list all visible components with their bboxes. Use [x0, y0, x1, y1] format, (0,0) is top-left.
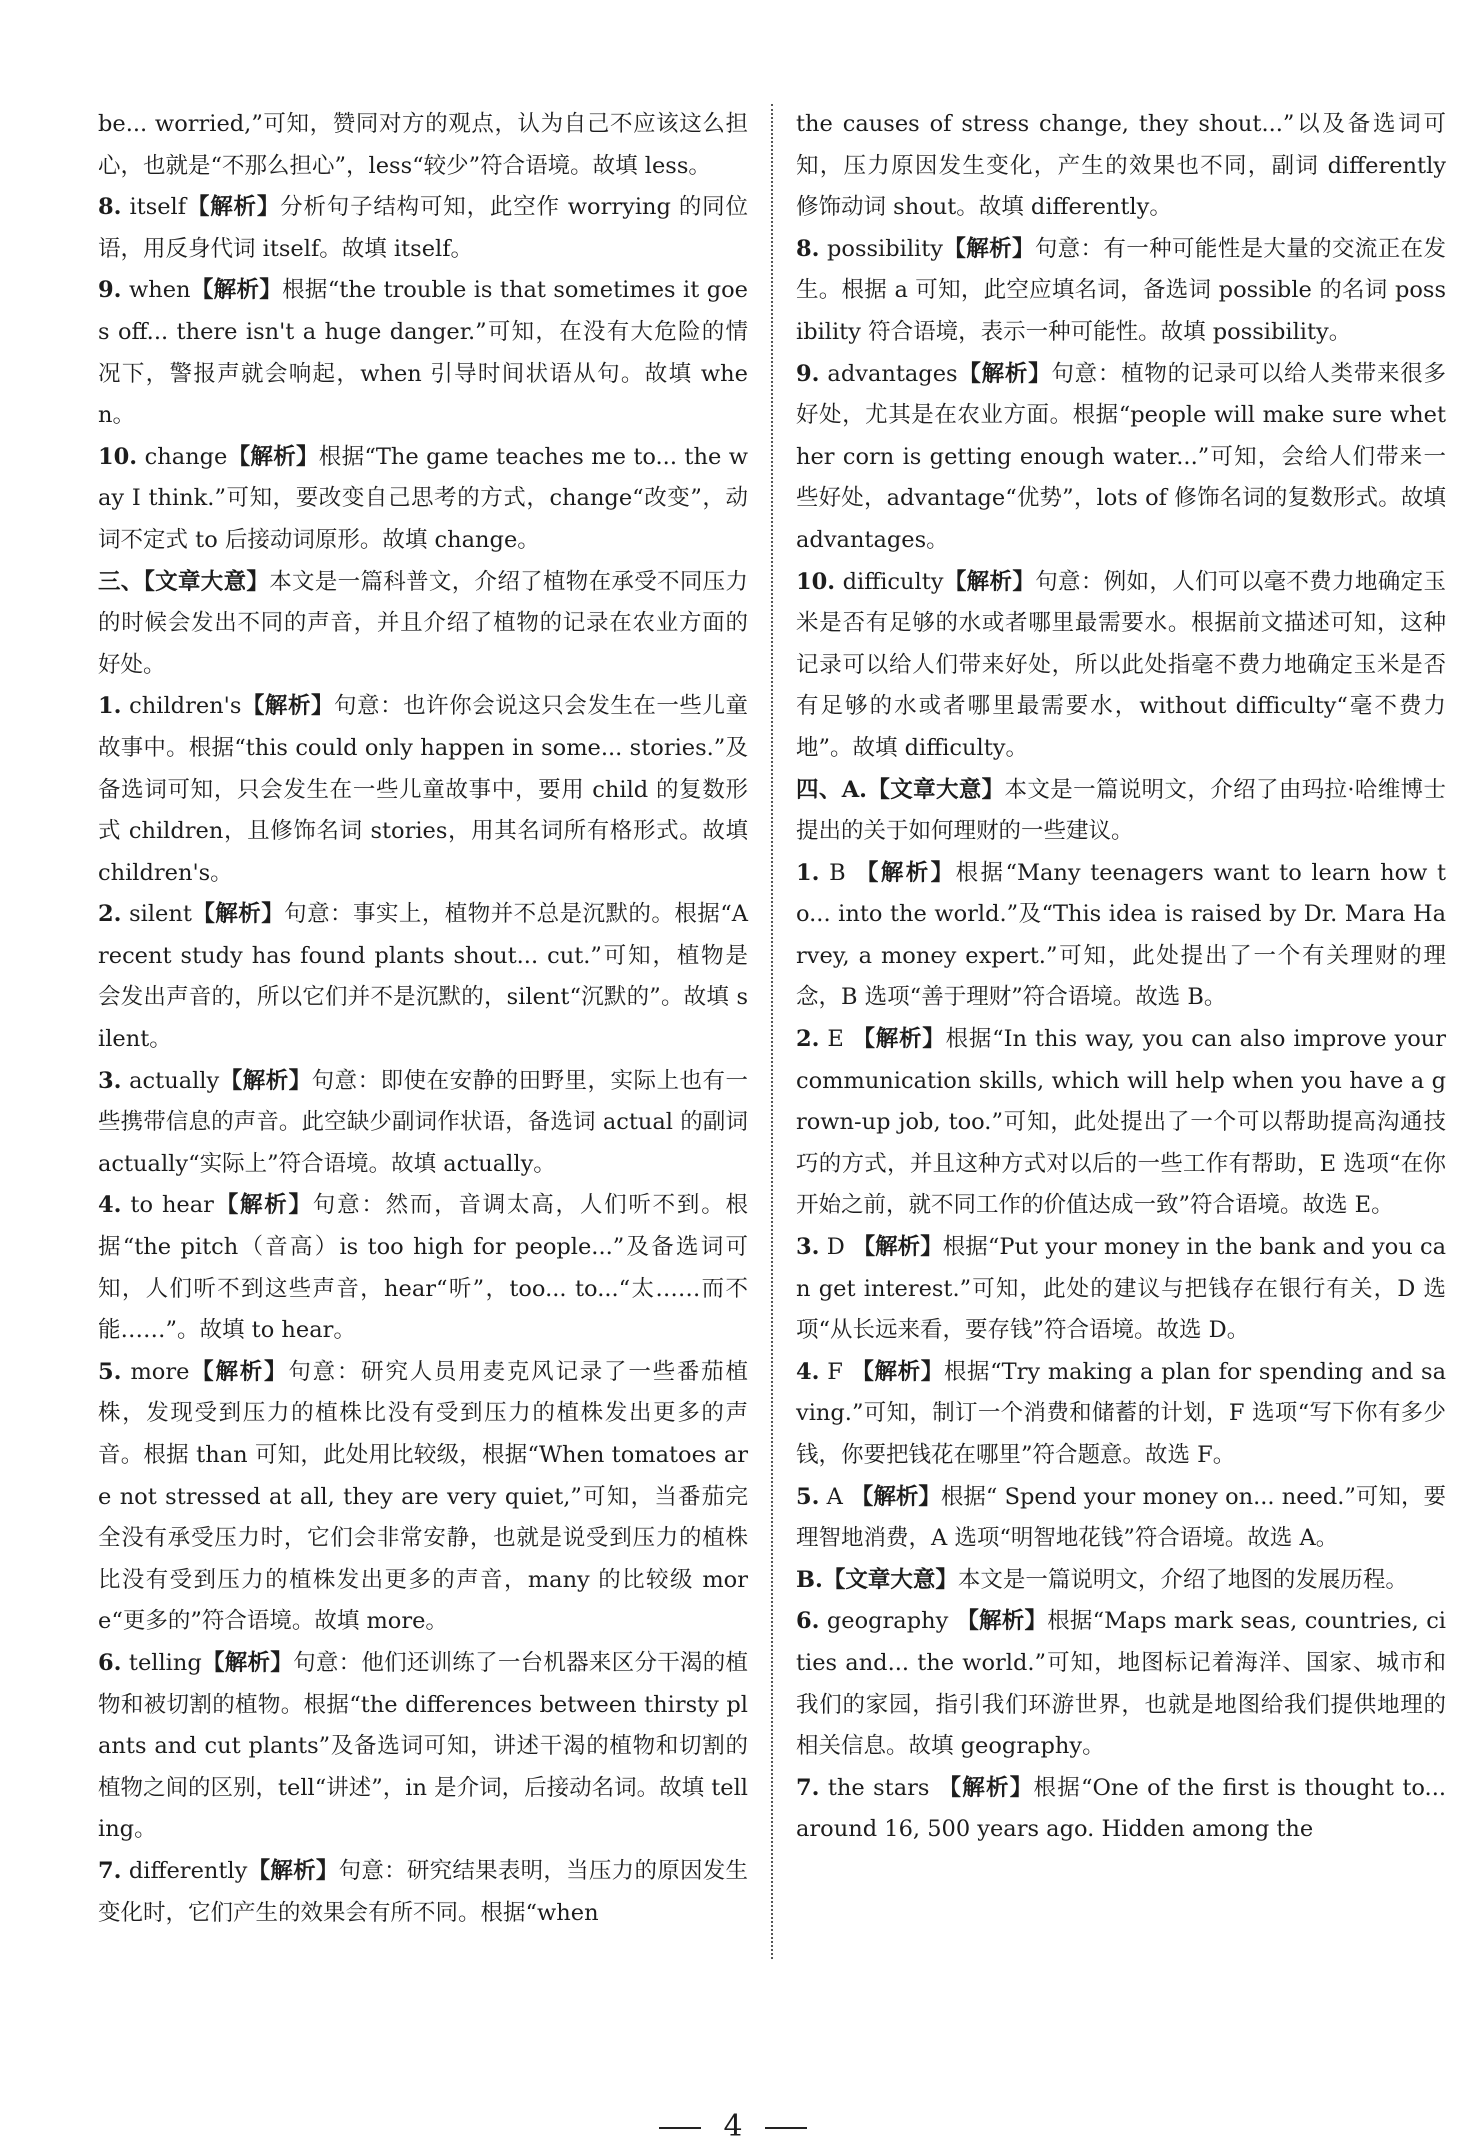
answer-tag: 【解析】 — [227, 443, 319, 470]
answer-tag: 【解析】 — [191, 901, 285, 928]
answer-answer: geography — [819, 1608, 949, 1635]
answer-answer: to hear — [121, 1192, 214, 1219]
answer-item — [98, 187, 748, 270]
answer-tag: 【文章大意】 — [822, 1566, 958, 1593]
answer-item — [796, 1019, 1446, 1227]
answer-num: 5. — [98, 1358, 122, 1385]
answer-num: 10. — [98, 443, 138, 470]
answer-item — [796, 770, 1446, 853]
answer-text: 句意：研究人员用麦克风记录了一些番茄植株，发现受到压力的植株比没有受到压力的植株发出更多的声音。根据 than 可知，此处用比较级，根据“When tomatoes are not stressed at all, they are very quiet,”可知，当番茄完全没有承受压力时，它们会非常安静，也就是说受到压力的植株比没有受到压力的植株发出更多的声音，many 的比较级 more“更多的”符合语境。故填 more。 — [98, 1358, 748, 1635]
answer-text: 句意：研究结果表明，当压力的原因发生变化时，它们产生的效果会有所不同。根据“when — [98, 1857, 748, 1926]
answer-item — [796, 853, 1446, 1019]
answer-num: 3. — [796, 1234, 820, 1261]
answer-item — [796, 229, 1446, 354]
answer-item — [796, 1560, 1446, 1602]
answer-num: 6. — [796, 1608, 820, 1635]
answer-num: 4. — [98, 1192, 122, 1219]
answer-num: 8. — [98, 194, 122, 221]
answer-text: 根据“The game teaches me to... the way I think.”可知，要改变自己思考的方式，change“改变”，动词不定式 to 后接动词原形。故填 change。 — [98, 443, 748, 553]
answer-answer: B — [819, 859, 846, 886]
answer-text: 句意：即使在安静的田野里，实际上也有一些携带信息的声音。此空缺少副词作状语，备选词 actual 的副词 actually“实际上”符合语境。故填 actually。 — [98, 1067, 748, 1177]
answer-answer: the stars — [819, 1774, 930, 1801]
answer-item — [98, 437, 748, 562]
answer-answer: telling — [121, 1649, 202, 1676]
answer-answer: advantages — [819, 360, 958, 387]
answer-num: 7. — [796, 1774, 820, 1801]
answer-tag: 【解析】 — [943, 235, 1035, 262]
answer-text: be... worried,”可知，赞同对方的观点，认为自己不应该这么担心，也就是“不那么担心”，less“较少”符合语境。故填 less。 — [98, 111, 748, 179]
column-divider — [771, 104, 773, 1959]
answer-tag: 【解析】 — [842, 1483, 941, 1510]
answer-text: 根据“Put your money in the bank and you can get interest.”可知，此处的建议与把钱存在银行有关，D 选项“从长远来看，要存钱”符合语境。故选 D。 — [796, 1234, 1446, 1344]
answer-text: the causes of stress change, they shout...”以及备选词可知，压力原因发生变化，产生的效果也不同，副词 differently 修饰动词 shout。故填 differently。 — [796, 111, 1446, 221]
answer-item — [796, 104, 1446, 229]
page-footer — [0, 2109, 1466, 2144]
answer-text: 本文是一篇说明文，介绍了由玛拉·哈维博士提出的关于如何理财的一些建议。 — [796, 776, 1446, 845]
answer-tag: 【解析】 — [186, 194, 281, 221]
answer-tag: 【解析】 — [844, 1234, 943, 1261]
answer-num: 10. — [796, 568, 836, 595]
answer-tag: 【解析】 — [241, 693, 335, 720]
answer-num: 2. — [796, 1026, 820, 1053]
answer-num: 2. — [98, 901, 122, 928]
answer-answer: more — [121, 1358, 190, 1385]
answer-item — [796, 1227, 1446, 1352]
answer-num: 1. — [796, 859, 820, 886]
answer-answer: possibility — [819, 235, 943, 262]
answer-text: 根据“ Spend your money on... need.”可知，要理智地消费，A 选项“明智地花钱”符合语境。故选 A。 — [796, 1483, 1446, 1552]
answer-tag: 【解析】 — [929, 1774, 1034, 1801]
answer-num: 8. — [796, 235, 820, 262]
answer-item — [98, 562, 748, 687]
answer-tag: 【解析】 — [219, 1067, 312, 1094]
page-number: 4 — [723, 2109, 743, 2144]
answer-num: 7. — [98, 1857, 122, 1884]
answer-tag: 【文章大意】 — [867, 776, 1005, 803]
answer-tag: 【文章大意】 — [143, 568, 270, 595]
answer-text: 句意：也许你会说这只会发生在一些儿童故事中。根据“this could only happen in some... stories.”及备选词可知，只会发生在一些儿童故事中，要用 child 的复数形式 children，且修饰名词 stories，用其名词所有格形式。故填 children's。 — [98, 693, 748, 886]
answer-num: 1. — [98, 693, 122, 720]
answer-item — [98, 270, 748, 436]
answer-num: 4. — [796, 1358, 820, 1385]
answer-answer: itself — [121, 194, 187, 221]
footer-dash-right — [765, 2127, 807, 2129]
answer-num: 9. — [796, 360, 820, 387]
answer-item — [796, 562, 1446, 770]
answer-tag: 【解析】 — [213, 1192, 313, 1219]
answer-item — [98, 1185, 748, 1351]
answer-answer: D — [819, 1234, 845, 1261]
answer-text: 本文是一篇说明文，介绍了地图的发展历程。 — [957, 1566, 1408, 1593]
answer-item — [98, 1061, 748, 1186]
answer-num: 三、 — [98, 568, 144, 595]
answer-text: 根据“One of the first is thought to... around 16, 500 years ago. Hidden among the — [796, 1774, 1446, 1843]
answer-text: 根据“Many teenagers want to learn how to... into the world.”及“This idea is raised by Dr. Mara Harvey, a money expert.”可知，此处提出了一个有关理财的理念，B 选项“善于理财”符合语境。故选 B。 — [796, 859, 1447, 1011]
answer-text: 根据“In this way, you can also improve your communication skills, which will help when you have a grown-up job, too.”可知，此处提出了一个可以帮助提高沟通技巧的方式，并且这种方式对以后的一些工作有帮助，E 选项“在你开始之前，就不同工作的价值达成一致”符合语境。故选 E。 — [796, 1026, 1447, 1219]
answer-answer: change — [137, 443, 228, 470]
answer-answer: difficulty — [835, 568, 944, 595]
answer-answer: F — [819, 1358, 843, 1385]
answer-tag: 【解析】 — [957, 360, 1052, 387]
answer-item — [796, 354, 1446, 562]
answer-text: 句意：然而，音调太高，人们听不到。根据“the pitch（音高）is too high for people...”及备选词可知，人们听不到这些声音，hear“听”，too... to...“太……而不能……”。故填 to hear。 — [98, 1192, 748, 1344]
answer-num: 9. — [98, 277, 122, 304]
answer-text: 根据“Maps mark seas, countries, cities and... the world.”可知，地图标记着海洋、国家、城市和我们的家园，指引我们环游世界，也就是地图给我们提供地理的相关信息。故填 geography。 — [796, 1608, 1446, 1760]
answer-tag: 【解析】 — [943, 568, 1036, 595]
answer-tag: 【解析】 — [189, 1358, 289, 1385]
footer-dash-left — [659, 2127, 701, 2129]
answer-item — [796, 1768, 1446, 1851]
answer-answer: children's — [121, 693, 242, 720]
answer-tag: 【解析】 — [247, 1857, 339, 1884]
answer-num: 3. — [98, 1067, 122, 1094]
left-column — [98, 104, 748, 1934]
answer-answer: differently — [121, 1857, 248, 1884]
answer-tag: 【解析】 — [843, 1026, 946, 1053]
answer-tag: 【解析】 — [948, 1608, 1048, 1635]
answer-item — [98, 1643, 748, 1851]
answer-text: 根据“Try making a plan for spending and saving.”可知，制订一个消费和储蓄的计划，F 选项“写下你有多少钱，你要把钱花在哪里”符合题意。故选 F。 — [796, 1358, 1446, 1468]
answer-tag: 【解析】 — [190, 277, 283, 304]
answer-item — [98, 1352, 748, 1643]
answer-tag: 【解析】 — [201, 1649, 294, 1676]
answer-text: 句意：例如，人们可以毫不费力地确定玉米是否有足够的水或者哪里最需要水。根据前文描述可知，这种记录可以给人们带来好处，所以此处指毫不费力地确定玉米是否有足够的水或者哪里最需要水，without difficulty“毫不费力地”。故填 difficulty。 — [796, 568, 1446, 761]
answer-num: 5. — [796, 1483, 820, 1510]
answer-answer: E — [819, 1026, 844, 1053]
answer-item — [98, 894, 748, 1060]
answer-answer: A — [819, 1483, 843, 1510]
answer-text: 句意：他们还训练了一台机器来区分干渴的植物和被切割的植物。根据“the differences between thirsty plants and cut plants”及备选词可知，讲述干渴的植物和切割的植物之间的区别，tell“讲述”，in 是介词，后接动名词。故填 telling。 — [98, 1649, 748, 1843]
answer-answer: actually — [121, 1067, 220, 1094]
answer-text: 分析句子结构可知，此空作 worrying 的同位语，用反身代词 itself。故填 itself。 — [98, 194, 748, 262]
answer-item — [98, 104, 748, 187]
answer-item — [796, 1352, 1446, 1477]
answer-item — [796, 1601, 1446, 1767]
answer-text: 本文是一篇科普文，介绍了植物在承受不同压力的时候会发出不同的声音，并且介绍了植物的记录在农业方面的好处。 — [98, 568, 748, 678]
answer-num: 四、A. — [796, 776, 868, 803]
answer-text: 句意：有一种可能性是大量的交流正在发生。根据 a 可知，此空应填名词，备选词 possible 的名词 possibility 符合语境，表示一种可能性。故填 possibility。 — [796, 235, 1446, 345]
answer-item — [796, 1477, 1446, 1560]
answer-text: 句意：事实上，植物并不总是沉默的。根据“A recent study has found plants shout... cut.”可知，植物是会发出声音的，所以它们并不是沉默的，silent“沉默的”。故填 silent。 — [98, 901, 748, 1053]
answer-item — [98, 1851, 748, 1934]
answer-num: B. — [796, 1566, 823, 1593]
answer-tag: 【解析】 — [845, 859, 956, 886]
right-column — [796, 104, 1446, 1851]
answer-answer: when — [121, 277, 191, 304]
answer-answer: silent — [121, 901, 192, 928]
answer-tag: 【解析】 — [842, 1358, 944, 1385]
answer-item — [98, 686, 748, 894]
answer-num: 6. — [98, 1649, 122, 1676]
answer-text: 句意：植物的记录可以给人类带来很多好处，尤其是在农业方面。根据“people will make sure whether corn is getting enough water...”可知，会给人们带来一些好处，advantage“优势”，lots of 修饰名词的复数形式。故填 advantages。 — [796, 360, 1446, 553]
answer-text: 根据“the trouble is that sometimes it goes off... there isn't a huge danger.”可知，在没有大危险的情况下，警报声就会响起，when 引导时间状语从句。故填 when。 — [98, 277, 748, 429]
